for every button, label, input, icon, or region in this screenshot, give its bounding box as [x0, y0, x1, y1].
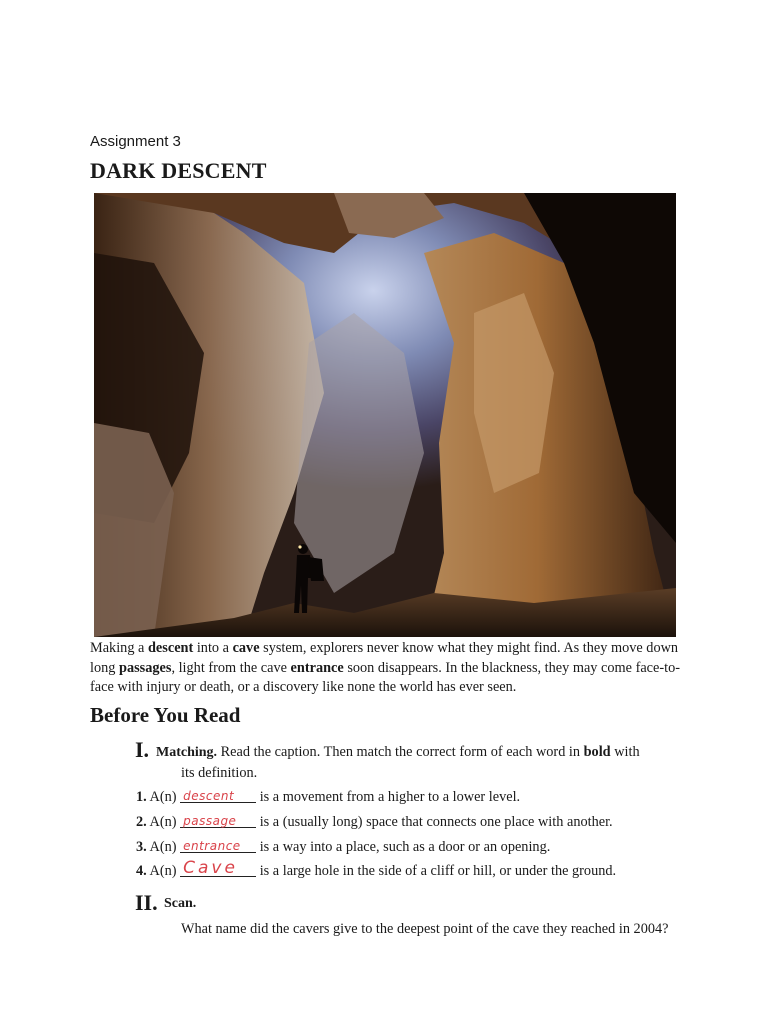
matching-item: 1. A(n) descent is a movement from a higher to a lower level. [136, 789, 521, 805]
scan-label: Scan. [164, 896, 197, 911]
answer-blank[interactable]: entrance [180, 838, 256, 853]
answer-blank[interactable]: Cave [180, 862, 256, 877]
answer-blank[interactable]: passage [180, 813, 256, 828]
matching-numeral: I. [135, 737, 150, 762]
cave-photo [94, 193, 676, 637]
assignment-label: Assignment 3 [90, 133, 181, 150]
matching-item: 3. A(n) entrance is a way into a place, such as a door or an opening. [136, 839, 551, 855]
matching-item: 4. A(n) Cave is a large hole in the side of a cliff or hill, or under the ground. [136, 858, 617, 879]
matching-instruction: Matching. Read the caption. Then match the correct form of each word in bold with its definition. [156, 744, 640, 781]
scan-numeral: II. [135, 890, 158, 915]
matching-item: 2. A(n) passage is a (usually long) space that connects one place with another. [136, 814, 613, 830]
scan-question: What name did the cavers give to the deepest point of the cave they reached in 2004? [181, 921, 669, 937]
section-heading: Before You Read [90, 703, 241, 727]
answer-blank[interactable]: descent [180, 788, 256, 803]
page-title: DARK DESCENT [90, 158, 267, 183]
photo-caption: Making a descent into a cave system, explorers never know what they might find. As they move down long passages, light from the cave entrance soon disappears. In the blackness, they may come face-to-face with injury or death, or a discovery like none the world has ever seen. [90, 640, 681, 695]
